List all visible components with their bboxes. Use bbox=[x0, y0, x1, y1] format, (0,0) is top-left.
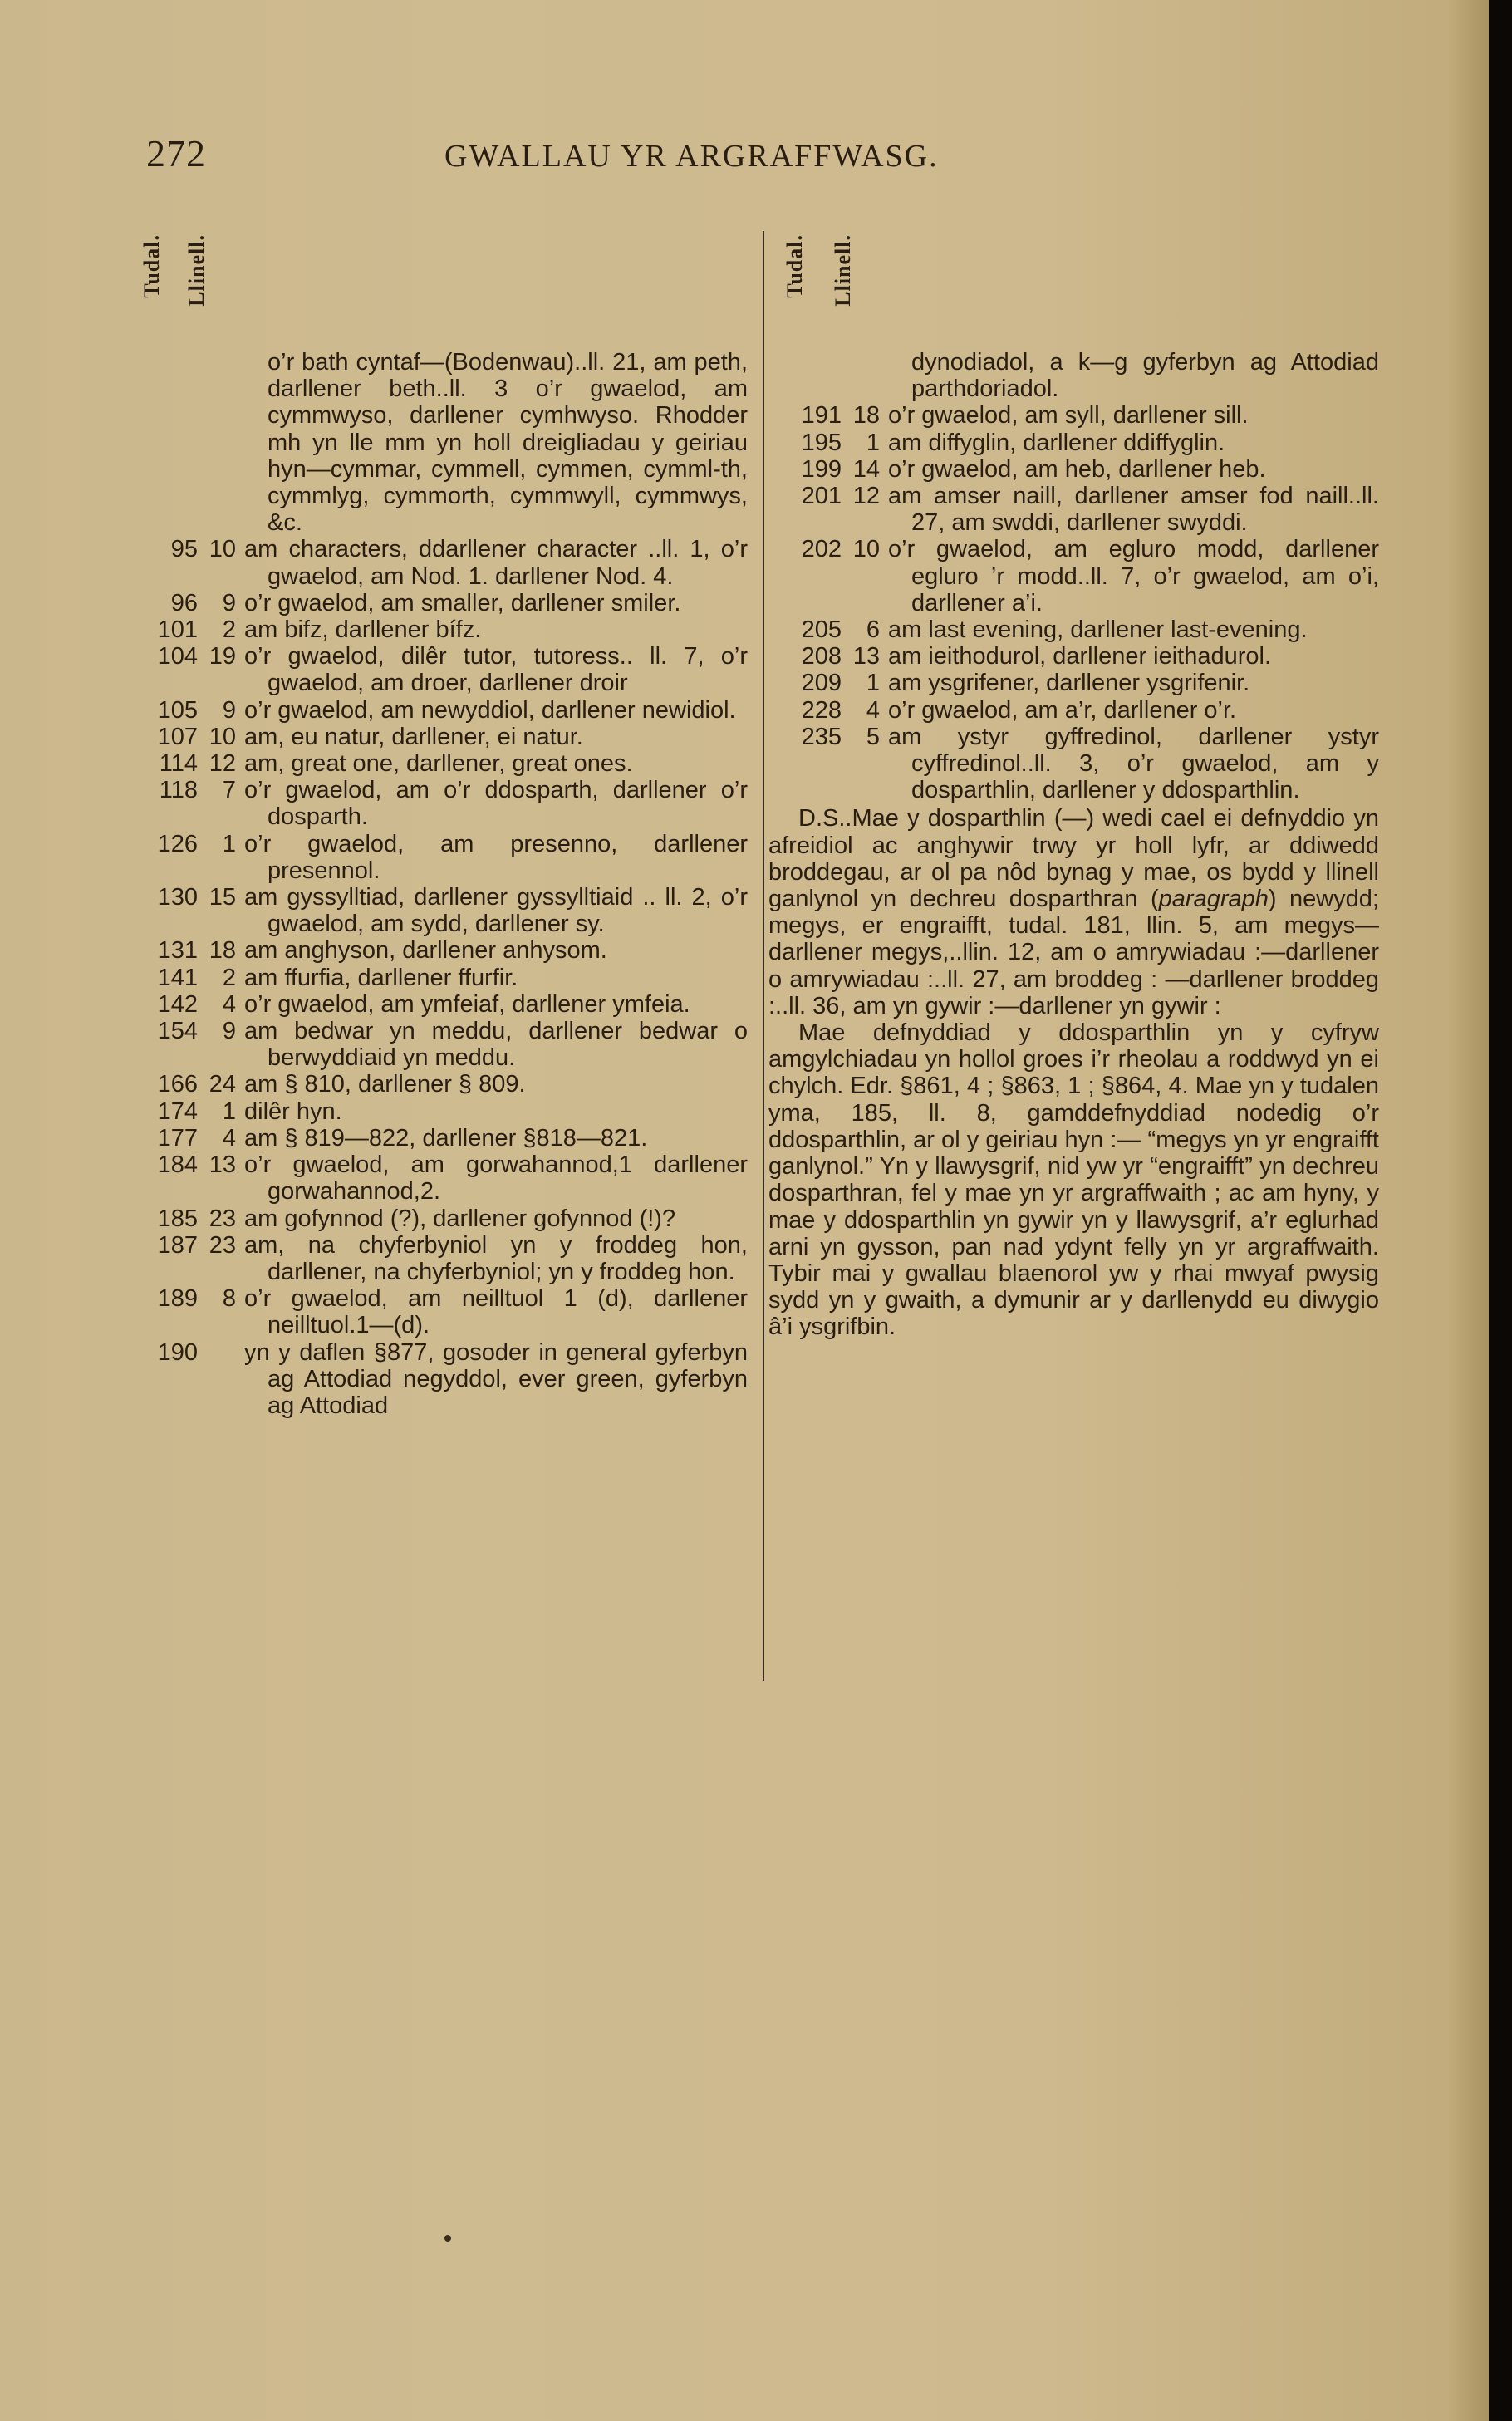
entry-correction: o’r gwaelod, am egluro modd, darllener egluro ’r modd..ll. 7, o’r gwaelod, am o’i, darllener a’i. bbox=[888, 536, 1379, 616]
errata-list bbox=[125, 536, 748, 1419]
entry-page: 142 bbox=[157, 990, 198, 1018]
entry-line: 1 bbox=[222, 830, 236, 857]
entry-correction: am, great one, darllener, great ones. bbox=[244, 750, 633, 778]
entry-page: 118 bbox=[159, 777, 198, 804]
entry-line: 13 bbox=[209, 1152, 236, 1179]
entry-correction: o’r gwaelod, am newyddiol, darllener newidiol. bbox=[244, 696, 736, 724]
entry-line: 2 bbox=[222, 616, 236, 644]
entry-line: 10 bbox=[209, 723, 236, 750]
errata-entry bbox=[125, 1339, 748, 1420]
entry-correction: am last evening, darllener last-evening. bbox=[888, 616, 1308, 644]
entry-correction: am bifz, darllener bífz. bbox=[244, 616, 482, 644]
continuation-text: dynodiadol, a k—g gyferbyn ag Attodiad parthdoriadol. bbox=[911, 349, 1379, 403]
errata-entry bbox=[768, 643, 1379, 670]
entry-page: 189 bbox=[157, 1285, 198, 1313]
entry-page: 201 bbox=[801, 483, 842, 510]
note-text: ) newydd; megys, er engraifft, tudal. 181, llin. 5, am megys—darllener megys,..llin. 12, am o amrywiadau :—darllener o amrywiadau :..ll. 27, am broddeg : —darllener broddeg :..ll. 36, am yn gywir :—darllener yn gywir : bbox=[768, 886, 1379, 1019]
entry-line: 18 bbox=[852, 402, 880, 430]
entry-correction: am bedwar yn meddu, darllener bedwar o berwyddiaid yn meddu. bbox=[244, 1018, 748, 1072]
entry-page: 105 bbox=[157, 696, 198, 724]
entry-correction: o’r gwaelod, dilêr tutor, tutoress.. ll. 7, o’r gwaelod, am droer, darllener droir bbox=[244, 643, 748, 697]
entry-line: 9 bbox=[222, 696, 236, 724]
entry-page: 195 bbox=[801, 429, 842, 456]
entry-page: 191 bbox=[801, 402, 842, 430]
entry-line: 13 bbox=[852, 643, 880, 670]
entry-correction: o’r gwaelod, am ymfeiaf, darllener ymfeia. bbox=[244, 990, 690, 1018]
entry-correction: o’r gwaelod, am o’r ddosparth, darllener o’r dosparth. bbox=[244, 777, 748, 831]
errata-entry bbox=[125, 1285, 748, 1338]
errata-entry bbox=[125, 1206, 748, 1232]
errata-list bbox=[768, 402, 1379, 803]
entry-page: 190 bbox=[157, 1338, 198, 1366]
entry-line: 8 bbox=[222, 1285, 236, 1313]
column-headers bbox=[768, 224, 1379, 349]
entry-line: 15 bbox=[209, 884, 236, 911]
page-column-header: Tudal. bbox=[140, 234, 164, 298]
entry-page: 205 bbox=[801, 616, 842, 644]
errata-entry bbox=[125, 724, 748, 750]
errata-entry bbox=[125, 1018, 748, 1071]
note-italic-term: paragraph bbox=[1158, 886, 1269, 913]
errata-entry bbox=[768, 670, 1379, 696]
entry-correction: dilêr hyn. bbox=[244, 1098, 342, 1125]
entry-line: 23 bbox=[209, 1231, 236, 1259]
entry-line: 1 bbox=[866, 670, 880, 697]
entry-correction: o’r gwaelod, am syll, darllener sill. bbox=[888, 402, 1249, 430]
entry-correction: o’r gwaelod, am a’r, darllener o’r. bbox=[888, 696, 1237, 724]
errata-entry bbox=[125, 1071, 748, 1098]
errata-entry bbox=[125, 831, 748, 884]
entry-correction: am amser naill, darllener amser fod naill..ll. 27, am swddi, darllener swyddi. bbox=[888, 483, 1379, 537]
right-column bbox=[768, 224, 1379, 1341]
entry-page: 114 bbox=[159, 750, 198, 778]
entry-correction: am gyssylltiad, darllener gyssylltiaid .. ll. 2, o’r gwaelod, am sydd, darllener sy. bbox=[244, 884, 748, 938]
errata-entry bbox=[125, 1232, 748, 1285]
entry-line: 2 bbox=[222, 964, 236, 991]
errata-entry bbox=[768, 697, 1379, 724]
errata-entry bbox=[125, 750, 748, 777]
entry-line: 10 bbox=[852, 536, 880, 563]
errata-entry bbox=[125, 590, 748, 616]
entry-line: 24 bbox=[209, 1071, 236, 1098]
errata-entry bbox=[125, 1098, 748, 1125]
entry-correction: am § 810, darllener § 809. bbox=[244, 1071, 526, 1098]
note-paragraph: Mae defnyddiad y ddosparthlin yn y cyfryw amgylchiadau yn hollol groes i’r rheolau a roddwyd yn ei chylch. Edr. §861, 4 ; §863, 1 ; §864, 4. Mae yn y tudalen yma, 185, ll. 8, gamddefnyddiad nodedig o’r ddosparthlin, ar ol y geiriau hyn :— “megys yn yr engraifft ganlynol.” Yn y llawysgrif, nid yw yr “engraifft” yn dechreu dosparthran, fel y mae yn yr argraffwaith ; ac am hyny, y mae y ddosparthlin yn gywir yn y llawysgrif, a’r eglurhad arni yn gysson, pan nad ydynt felly yn yr argraffwaith. Tybir mai y gwallau blaenorol yw y rhai mwyaf pwysig sydd yn y gwaith, a dymunir ar y darllenydd eu diwygio â’i ysgrifbin. bbox=[768, 1019, 1379, 1341]
entry-line: 4 bbox=[222, 1124, 236, 1152]
entry-line: 10 bbox=[209, 536, 236, 563]
column-headers bbox=[125, 224, 748, 349]
errata-entry bbox=[768, 536, 1379, 616]
column-divider bbox=[763, 231, 764, 1681]
entry-correction: o’r gwaelod, am neilltuol 1 (d), darllener neilltuol.1—(d). bbox=[244, 1285, 748, 1339]
line-column-header: Llinell. bbox=[184, 234, 209, 307]
errata-entry bbox=[125, 643, 748, 696]
entry-correction: am characters, ddarllener character ..ll. 1, o’r gwaelod, am Nod. 1. darllener Nod. 4. bbox=[244, 536, 748, 590]
entry-page: 228 bbox=[801, 696, 842, 724]
entry-page: 104 bbox=[157, 643, 198, 670]
entry-page: 202 bbox=[801, 536, 842, 563]
entry-correction: am anghyson, darllener anhysom. bbox=[244, 937, 607, 965]
entry-page: 131 bbox=[157, 937, 198, 965]
entry-page: 184 bbox=[157, 1152, 198, 1179]
entry-page: 154 bbox=[157, 1018, 198, 1045]
entry-line: 9 bbox=[222, 1018, 236, 1045]
errata-entry bbox=[125, 777, 748, 830]
entry-line: 14 bbox=[852, 455, 880, 483]
entry-correction: am ysgrifener, darllener ysgrifenir. bbox=[888, 670, 1250, 697]
entry-line: 4 bbox=[222, 990, 236, 1018]
entry-page: 208 bbox=[801, 643, 842, 670]
entry-correction: o’r gwaelod, am heb, darllener heb. bbox=[888, 455, 1266, 483]
entry-line bbox=[198, 1339, 236, 1420]
entry-line: 23 bbox=[209, 1205, 236, 1232]
entry-page: 126 bbox=[157, 830, 198, 857]
entry-page: 174 bbox=[157, 1098, 198, 1125]
errata-entry bbox=[125, 1125, 748, 1152]
entry-line: 9 bbox=[222, 589, 236, 616]
entry-correction: am § 819—822, darllener §818—821. bbox=[244, 1124, 648, 1152]
errata-entry bbox=[768, 483, 1379, 536]
entry-correction: yn y daflen §877, gosoder in general gyferbyn ag Attodiad negyddol, ever green, gyferbyn ag Attodiad bbox=[244, 1338, 748, 1419]
entry-correction: o’r gwaelod, am gorwahannod,1 darllener gorwahannod,2. bbox=[244, 1152, 748, 1206]
page-number: 272 bbox=[146, 132, 206, 174]
errata-entry bbox=[125, 616, 748, 643]
errata-entry bbox=[125, 965, 748, 991]
errata-entry bbox=[768, 402, 1379, 429]
entry-correction: am ffurfia, darllener ffurfir. bbox=[244, 964, 518, 991]
errata-entry bbox=[125, 991, 748, 1018]
entry-page: 209 bbox=[801, 670, 842, 697]
left-column bbox=[125, 224, 748, 1419]
entry-line: 4 bbox=[866, 696, 880, 724]
entry-page: 187 bbox=[157, 1231, 198, 1259]
entry-page: 235 bbox=[801, 723, 842, 750]
errata-entry bbox=[125, 884, 748, 937]
stray-mark bbox=[444, 2235, 451, 2242]
entry-correction: am diffyglin, darllener ddiffyglin. bbox=[888, 429, 1225, 456]
errata-entry bbox=[125, 697, 748, 724]
entry-line: 5 bbox=[866, 723, 880, 750]
entry-line: 18 bbox=[209, 937, 236, 965]
entry-page: 95 bbox=[170, 536, 198, 563]
entry-line: 7 bbox=[222, 777, 236, 804]
entry-line: 19 bbox=[209, 643, 236, 670]
entry-correction: am, na chyferbyniol yn y froddeg hon, darllener, na chyferbyniol; yn y froddeg hon. bbox=[244, 1231, 748, 1285]
entry-correction: am gofynnod (?), darllener gofynnod (!)? bbox=[244, 1205, 676, 1232]
entry-line: 12 bbox=[209, 750, 236, 778]
entry-correction: o’r gwaelod, am smaller, darllener smiler. bbox=[244, 589, 681, 616]
errata-entry bbox=[768, 616, 1379, 643]
entry-correction: am ieithodurol, darllener ieithadurol. bbox=[888, 643, 1272, 670]
editor-note bbox=[768, 805, 1379, 1340]
entry-page: 130 bbox=[157, 884, 198, 911]
errata-entry bbox=[768, 724, 1379, 804]
entry-line: 1 bbox=[222, 1098, 236, 1125]
running-title: GWALLAU YR ARGRAFFWASG. bbox=[444, 139, 939, 174]
entry-line: 1 bbox=[866, 429, 880, 456]
entry-page: 107 bbox=[157, 723, 198, 750]
note-paragraph bbox=[768, 805, 1379, 1019]
entry-line: 12 bbox=[852, 483, 880, 510]
entry-correction: am, eu natur, darllener, ei natur. bbox=[244, 723, 583, 750]
entry-correction: am ystyr gyffredinol, darllener ystyr cyffredinol..ll. 3, o’r gwaelod, am y dosparthlin, darllener y ddosparthlin. bbox=[888, 723, 1379, 804]
entry-page: 96 bbox=[170, 589, 198, 616]
errata-entry bbox=[125, 937, 748, 964]
entry-page: 177 bbox=[157, 1124, 198, 1152]
entry-page: 199 bbox=[801, 455, 842, 483]
entry-page: 185 bbox=[157, 1205, 198, 1232]
line-column-header: Llinell. bbox=[831, 234, 855, 307]
page-column-header: Tudal. bbox=[783, 234, 807, 298]
entry-correction: o’r gwaelod, am presenno, darllener presennol. bbox=[244, 830, 748, 884]
note-text: D.S..Mae y dosparthlin (—) wedi cael ei defnyddio yn afreidiol ac anghywir trwy yr holl lyfr, ar ddiwedd broddegau, ar ol pa nôd bynag y mae, os bydd y llinell ganlynol yn dechreu dosparthran ( bbox=[768, 805, 1379, 913]
entry-page: 101 bbox=[157, 616, 198, 644]
continuation-text: o’r bath cyntaf—(Bodenwau)..ll. 21, am peth, darllener beth..ll. 3 o’r gwaelod, am cymmwyso, darllener cymhwyso. Rhodder mh yn lle mm yn holl dreigliadau y geiriau hyn—cymmar, cymmell, cymmen, cymml-th, cymmlyg, cymmorth, cymmwyll, cymmwys, &c. bbox=[268, 349, 748, 537]
entry-page: 166 bbox=[157, 1071, 198, 1098]
errata-entry bbox=[125, 536, 748, 589]
entry-line: 6 bbox=[866, 616, 880, 644]
errata-entry bbox=[125, 1152, 748, 1205]
errata-entry bbox=[768, 430, 1379, 456]
book-spine-edge bbox=[1489, 0, 1512, 2421]
errata-entry bbox=[768, 456, 1379, 483]
entry-page: 141 bbox=[157, 964, 198, 991]
